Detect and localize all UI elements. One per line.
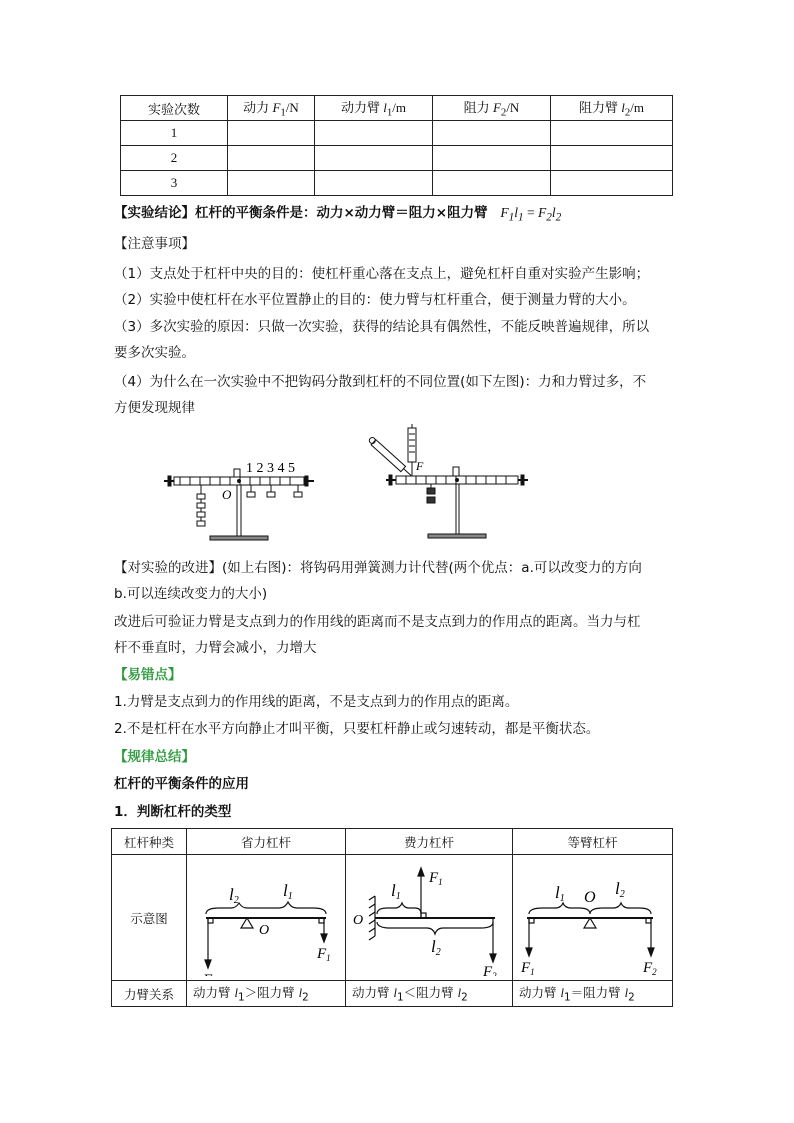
table-cell bbox=[315, 146, 433, 171]
label-f2: F bbox=[643, 960, 653, 976]
improvement-line-3: 改进后可验证力臂是支点到力的作用线的距离而不是支点到力的作用点的距离。当力与杠 bbox=[114, 614, 641, 630]
force-label: F bbox=[416, 459, 424, 473]
header-unit: /N bbox=[506, 100, 520, 116]
table-cell bbox=[228, 146, 315, 171]
label-sub: 2 bbox=[492, 971, 497, 976]
formula-sub: 1 bbox=[517, 211, 524, 224]
equal-arm-lever-diagram bbox=[515, 856, 670, 976]
header-sub: 1 bbox=[386, 106, 393, 119]
lever-table-header bbox=[112, 829, 673, 855]
label-l1: l bbox=[283, 881, 288, 900]
note-3a: （3）多次实验的原因：只做一次实验，获得的结论具有偶然性，不能反映普遍规律，所以 bbox=[114, 319, 650, 335]
svg-text:F2 bbox=[482, 964, 497, 976]
header-unit: /m bbox=[630, 100, 645, 116]
scale-numbers: 1 2 3 4 5 bbox=[246, 461, 295, 476]
summary-subtitle: 杠杆的平衡条件的应用 bbox=[114, 776, 249, 792]
label-l1: l bbox=[555, 883, 560, 902]
label-pivot: O bbox=[353, 913, 364, 928]
relation-force-saving bbox=[187, 981, 346, 1007]
label-f1: F bbox=[429, 870, 439, 886]
diagram-cell-force-saving bbox=[187, 855, 346, 981]
lever-diagram-row bbox=[112, 855, 673, 981]
distance-saving-lever-diagram bbox=[349, 856, 509, 976]
note-2: （2）实验中使杠杆在水平位置静止的目的：使力臂与杠杆重合，便于测量力臂的大小。 bbox=[114, 292, 636, 308]
relation-text: 动力臂 bbox=[519, 985, 561, 1001]
header-load-arm bbox=[551, 96, 673, 121]
lever-types-table bbox=[111, 828, 673, 1007]
svg-text:F1 bbox=[520, 960, 535, 976]
relation-distance-saving bbox=[346, 981, 513, 1007]
relation-sub: 1 bbox=[396, 991, 404, 1004]
row-label-diagram: 示意图 bbox=[112, 855, 187, 981]
improvement-line-2: b.可以连续改变力的大小) bbox=[114, 586, 268, 602]
label-sub: 2 bbox=[652, 967, 657, 976]
lever-relation-row bbox=[112, 981, 673, 1007]
header-sub: 2 bbox=[624, 106, 631, 119]
mistakes-heading: 【易错点】 bbox=[114, 667, 182, 683]
formula-l2: l bbox=[551, 205, 556, 220]
header-unit: /N bbox=[285, 100, 299, 116]
header-var: l bbox=[383, 100, 387, 116]
label-f2 bbox=[202, 972, 213, 976]
label-sub: 2 bbox=[435, 947, 441, 958]
label-sub: 1 bbox=[530, 967, 535, 976]
mistake-1: 1.力臂是支点到力的作用线的距离，不是支点到力的作用点的距离。 bbox=[114, 694, 519, 710]
header-text: 阻力 bbox=[463, 100, 493, 116]
diagram-cell-equal-arm bbox=[513, 855, 673, 981]
table-cell bbox=[315, 121, 433, 146]
header-sub: 1 bbox=[280, 106, 286, 119]
relation-sub: 2 bbox=[302, 991, 309, 1004]
svg-text:F2 bbox=[202, 972, 217, 976]
table-cell bbox=[551, 121, 673, 146]
header-sub: 2 bbox=[500, 106, 507, 119]
improvement-line-4: 杆不垂直时，力臂会减小，力增大 bbox=[114, 640, 317, 656]
summary-item-1: 1．判断杠杆的类型 bbox=[114, 804, 232, 820]
conclusion-text: 【实验结论】杠杆的平衡条件是：动力×动力臂＝阻力×阻力臂 bbox=[114, 205, 488, 221]
svg-text:F2 bbox=[642, 960, 657, 976]
notes-heading: 【注意事项】 bbox=[114, 236, 195, 252]
relation-equal-arm bbox=[513, 981, 673, 1007]
svg-text:l2 bbox=[229, 885, 239, 906]
header-var: l bbox=[621, 100, 625, 116]
relation-text: 动力臂 bbox=[193, 985, 235, 1001]
svg-text:l1 bbox=[391, 881, 401, 902]
formula-sub: 2 bbox=[555, 211, 562, 224]
relation-sub: 1 bbox=[563, 991, 571, 1004]
table-row bbox=[121, 146, 673, 171]
relation-text: 动力臂 bbox=[352, 985, 394, 1001]
trial-number: 2 bbox=[121, 146, 228, 171]
header-force-saving: 省力杠杆 bbox=[187, 829, 346, 855]
relation-sub: 2 bbox=[461, 991, 468, 1004]
pivot-label: O bbox=[222, 487, 232, 502]
relation-var: l bbox=[298, 986, 303, 1001]
relation-var: l bbox=[560, 986, 564, 1001]
formula-f2: F bbox=[537, 205, 547, 220]
improvement-line-1: 【对实验的改进】(如上右图)：将钩码用弹簧测力计代替(两个优点：a.可以改变力的方向 bbox=[114, 560, 642, 576]
experiment-table bbox=[120, 95, 673, 196]
table-cell bbox=[433, 171, 551, 196]
svg-text:l1 bbox=[283, 881, 293, 902]
label-f2: F bbox=[483, 964, 493, 976]
table-row bbox=[121, 171, 673, 196]
formula-sub: 2 bbox=[546, 211, 552, 224]
label-sub: 2 bbox=[233, 895, 239, 906]
table-cell bbox=[228, 121, 315, 146]
table-cell bbox=[433, 146, 551, 171]
header-text: 动力 bbox=[243, 100, 273, 116]
relation-var: l bbox=[457, 986, 462, 1001]
relation-var: l bbox=[624, 986, 629, 1001]
svg-text:F1 bbox=[316, 946, 331, 963]
table-cell bbox=[228, 171, 315, 196]
header-effort-arm bbox=[315, 96, 433, 121]
mistake-2: 2.不是杠杆在水平方向静止才叫平衡，只要杠杆静止或匀速转动，都是平衡状态。 bbox=[114, 721, 600, 737]
svg-text:l1 bbox=[555, 883, 565, 904]
header-effort-force bbox=[228, 96, 315, 121]
table-cell bbox=[433, 121, 551, 146]
relation-sub: 2 bbox=[628, 991, 635, 1004]
label-l2: l bbox=[431, 937, 436, 956]
formula-l1: l bbox=[514, 205, 518, 220]
label-sub: 2 bbox=[619, 889, 625, 900]
label-sub: 1 bbox=[559, 893, 565, 904]
formula-sub: 1 bbox=[508, 211, 515, 224]
header-trial: 实验次数 bbox=[121, 96, 228, 121]
lever-spring-scale-figure bbox=[362, 422, 534, 544]
label-f1: F bbox=[317, 946, 327, 962]
summary-heading: 【规律总结】 bbox=[114, 749, 195, 765]
table-header-row bbox=[121, 96, 673, 121]
relation-var: l bbox=[234, 986, 238, 1001]
relation-text: ＞阻力臂 bbox=[244, 985, 299, 1001]
table-cell bbox=[315, 171, 433, 196]
svg-text:F1 bbox=[428, 870, 443, 887]
note-4a: （4）为什么在一次实验中不把钩码分散到杠杆的不同位置(如下左图)：力和力臂过多，不 bbox=[114, 374, 647, 390]
label-sub: 1 bbox=[326, 953, 331, 963]
force-saving-lever-diagram bbox=[191, 856, 341, 976]
label-sub: 1 bbox=[438, 877, 443, 887]
relation-text: ＝阻力臂 bbox=[570, 985, 625, 1001]
label-l2: l bbox=[615, 879, 620, 898]
note-4b: 方便发现规律 bbox=[114, 400, 195, 416]
formula-equals: = bbox=[523, 205, 538, 220]
label-pivot: O bbox=[259, 923, 270, 938]
balance-formula bbox=[500, 205, 562, 224]
header-text: 动力臂 bbox=[340, 100, 384, 116]
header-var: F bbox=[492, 100, 501, 116]
header-equal-arm: 等臂杠杆 bbox=[513, 829, 673, 855]
header-lever-type: 杠杆种类 bbox=[112, 829, 187, 855]
header-distance-saving: 费力杠杆 bbox=[346, 829, 513, 855]
header-load-force bbox=[433, 96, 551, 121]
svg-text:l2 bbox=[431, 937, 441, 958]
label-pivot: O bbox=[584, 889, 596, 906]
trial-number: 3 bbox=[121, 171, 228, 196]
label-f1: F bbox=[521, 960, 531, 976]
label-sub: 1 bbox=[287, 891, 293, 902]
table-cell bbox=[551, 146, 673, 171]
header-text: 阻力臂 bbox=[578, 100, 622, 116]
relation-var: l bbox=[393, 986, 397, 1001]
label-sub: 1 bbox=[395, 891, 401, 902]
lever-hooks-figure bbox=[160, 450, 320, 542]
note-1: （1）支点处于杠杆中央的目的：使杠杆重心落在支点上，避免杠杆自重对实验产生影响； bbox=[114, 266, 650, 282]
pivot-dot bbox=[237, 479, 241, 483]
note-3b: 要多次实验。 bbox=[114, 345, 195, 361]
pivot-dot bbox=[455, 478, 459, 482]
diagram-cell-distance-saving bbox=[346, 855, 513, 981]
relation-text: ＜阻力臂 bbox=[403, 985, 458, 1001]
header-var: F bbox=[272, 100, 281, 116]
trial-number: 1 bbox=[121, 121, 228, 146]
table-row bbox=[121, 121, 673, 146]
label-l1: l bbox=[391, 881, 396, 900]
svg-text:l2 bbox=[615, 879, 625, 900]
table-cell bbox=[551, 171, 673, 196]
conclusion-line bbox=[114, 204, 561, 227]
formula-f1: F bbox=[500, 205, 509, 220]
relation-sub: 1 bbox=[237, 991, 245, 1004]
row-label-relation: 力臂关系 bbox=[112, 981, 187, 1007]
label-l2: l bbox=[229, 885, 234, 904]
header-unit: /m bbox=[392, 100, 407, 116]
